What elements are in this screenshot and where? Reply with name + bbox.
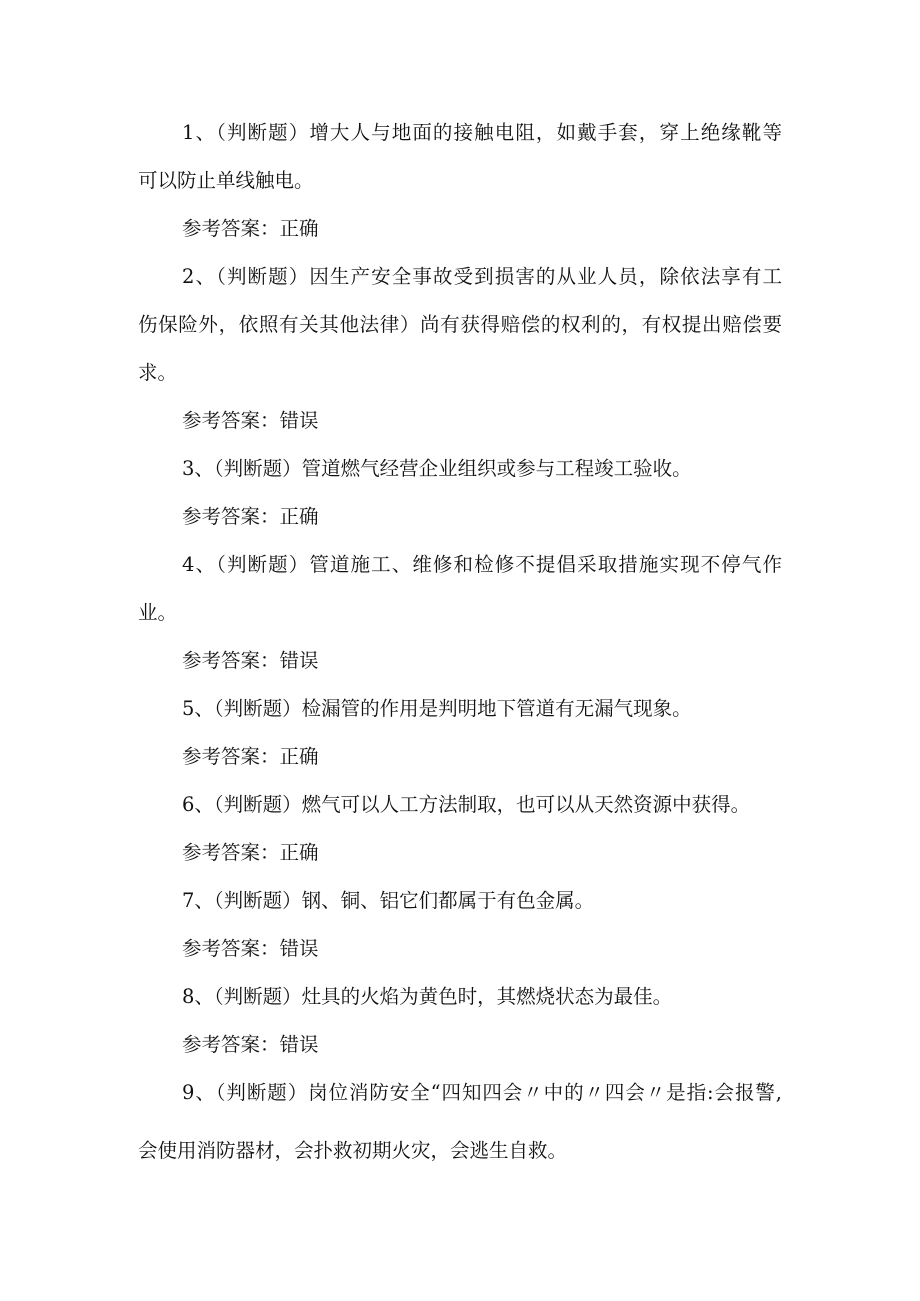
answer-2: 参考答案：错误 xyxy=(182,409,319,432)
question-4-line-1: 4、（判断题）管道施工、维修和检修不提倡采取措施实现不停气作 xyxy=(182,553,782,576)
question-9-line-1: 9、（判断题）岗位消防安全“四知四会〃中的〃四会〃是指:会报警, xyxy=(182,1081,782,1104)
question-1-line-1: 1、（判断题）增大人与地面的接触电阻，如戴手套，穿上绝缘靴等 xyxy=(182,121,782,144)
answer-5: 参考答案：正确 xyxy=(182,745,319,768)
question-2-line-1: 2、（判断题）因生产安全事故受到损害的从业人员，除依法享有工 xyxy=(182,265,782,288)
answer-8: 参考答案：错误 xyxy=(182,1033,319,1056)
answer-4: 参考答案：错误 xyxy=(182,649,319,672)
question-2-line-3: 求。 xyxy=(138,361,178,384)
answer-3: 参考答案：正确 xyxy=(182,505,319,528)
question-5-line-1: 5、（判断题）检漏管的作用是判明地下管道有无漏气现象。 xyxy=(182,697,692,720)
question-2-line-2: 伤保险外，依照有关其他法律）尚有获得赔偿的权利的，有权提出赔偿要 xyxy=(138,313,782,336)
question-3-line-1: 3、（判断题）管道燃气经营企业组织或参与工程竣工验收。 xyxy=(182,457,692,480)
question-8-line-1: 8、（判断题）灶具的火焰为黄色时，其燃烧状态为最佳。 xyxy=(182,985,673,1008)
answer-1: 参考答案：正确 xyxy=(182,217,319,240)
question-6-line-1: 6、（判断题）燃气可以人工方法制取，也可以从天然资源中获得。 xyxy=(182,793,751,816)
question-1-line-2: 可以防止单线触电。 xyxy=(138,169,314,192)
answer-6: 参考答案：正确 xyxy=(182,841,319,864)
question-9-line-2: 会使用消防器材，会扑救初期火灾，会逃生自救。 xyxy=(138,1139,568,1162)
answer-7: 参考答案：错误 xyxy=(182,937,319,960)
question-7-line-1: 7、（判断题）钢、铜、铝它们都属于有色金属。 xyxy=(182,889,595,912)
question-4-line-2: 业。 xyxy=(138,601,178,624)
